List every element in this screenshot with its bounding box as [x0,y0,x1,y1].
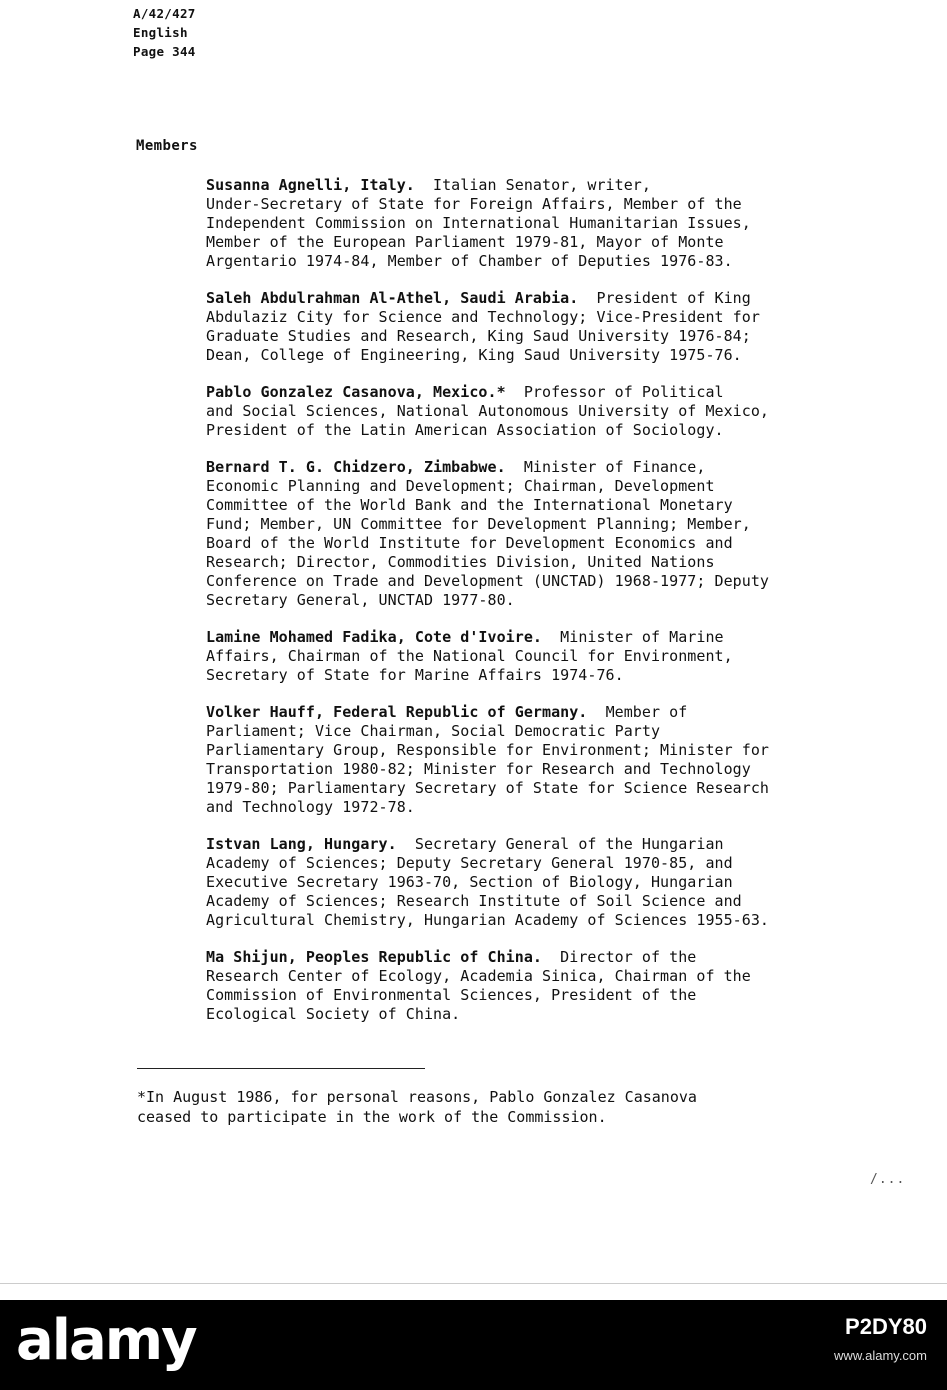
member-description: Minister of Marine Affairs, Chairman of the National Council for Environment, Secretary of State for Marine Affairs 1974-76. [206,628,733,684]
member-name: Istvan Lang, Hungary. [206,835,397,854]
member-entry [206,948,931,1024]
member-entry [206,176,931,271]
member-description: Secretary General of the Hungarian Academy of Sciences; Deputy Secretary General 1970-85, and Executive Secretary 1963-70, Section of Biology, Hungarian Academy of Sciences; Research Institute of Soil Science and Agricultural Chemistry, Hungarian Academy of Sciences 1955-63. [206,835,770,929]
continuation-mark: /... [870,1172,906,1187]
member-name: Lamine Mohamed Fadika, Cote d'Ivoire. [206,628,542,647]
member-entry [206,835,931,930]
image-id: P2DY80 [845,1314,927,1339]
member-name: Saleh Abdulrahman Al-Athel, Saudi Arabia. [206,289,579,308]
section-title: Members [136,138,198,154]
member-entry [206,289,931,365]
members-list [206,176,931,1042]
footnote-divider [137,1068,425,1069]
document-symbol: A/42/427 [133,6,196,21]
member-entry [206,383,931,440]
page-number: Page 344 [133,44,196,59]
member-name: Volker Hauff, Federal Republic of Germany. [206,703,588,722]
watermark-banner [0,1300,947,1390]
footnote: *In August 1986, for personal reasons, Pablo Gonzalez Casanova ceased to participate in the work of the Commission. [137,1088,697,1126]
member-name: Ma Shijun, Peoples Republic of China. [206,948,542,967]
member-description: President of King Abdulaziz City for Science and Technology; Vice-President for Graduate Studies and Research, King Saud University 1976-84; Dean, College of Engineering, King Saud University 1975-76. [206,289,760,364]
member-name: Pablo Gonzalez Casanova, Mexico.* [206,383,506,402]
member-description: Director of the Research Center of Ecology, Academia Sinica, Chairman of the Commission of Environmental Sciences, President of the Ecological Society of China. [206,948,751,1024]
member-name: Bernard T. G. Chidzero, Zimbabwe. [206,458,506,477]
member-entry [206,628,931,685]
document-language: English [133,25,188,40]
member-description: Minister of Finance, Economic Planning and Development; Chairman, Development Committee of the World Bank and the International Monetary Fund; Member, UN Committee for Development Planning; Member, Board of the World Institute for Development Economics and Research; Director, Commodities Division, United Nations Conference on Trade and Development (UNCTAD) 1968-1977; Deputy Secretary General, UNCTAD 1977-80. [206,458,770,609]
watermark-url: www.alamy.com [834,1348,927,1363]
document-header [133,4,196,61]
alamy-logo: alamy [16,1308,196,1373]
member-description: Professor of Political and Social Sciences, National Autonomous University of Mexico, President of the Latin American Association of Sociology. [206,383,770,439]
member-name: Susanna Agnelli, Italy. [206,176,415,194]
member-description: Member of Parliament; Vice Chairman, Social Democratic Party Parliamentary Group, Responsible for Environment; Minister for Transportation 1980-82; Minister for Research and Technology 1979-80; Parliamentary Secretary of State for Science Research and Technology 1972-78. [206,703,770,816]
page-edge [0,1283,947,1284]
member-description: Italian Senator, writer, Under-Secretary of State for Foreign Affairs, Member of the Independent Commission on International Humanitarian Issues, Member of the European Parliament 1979-81, Mayor of Monte Argentario 1974-84, Member of Chamber of Deputies 1976-83. [206,176,751,270]
member-entry [206,458,931,609]
member-entry [206,703,931,816]
